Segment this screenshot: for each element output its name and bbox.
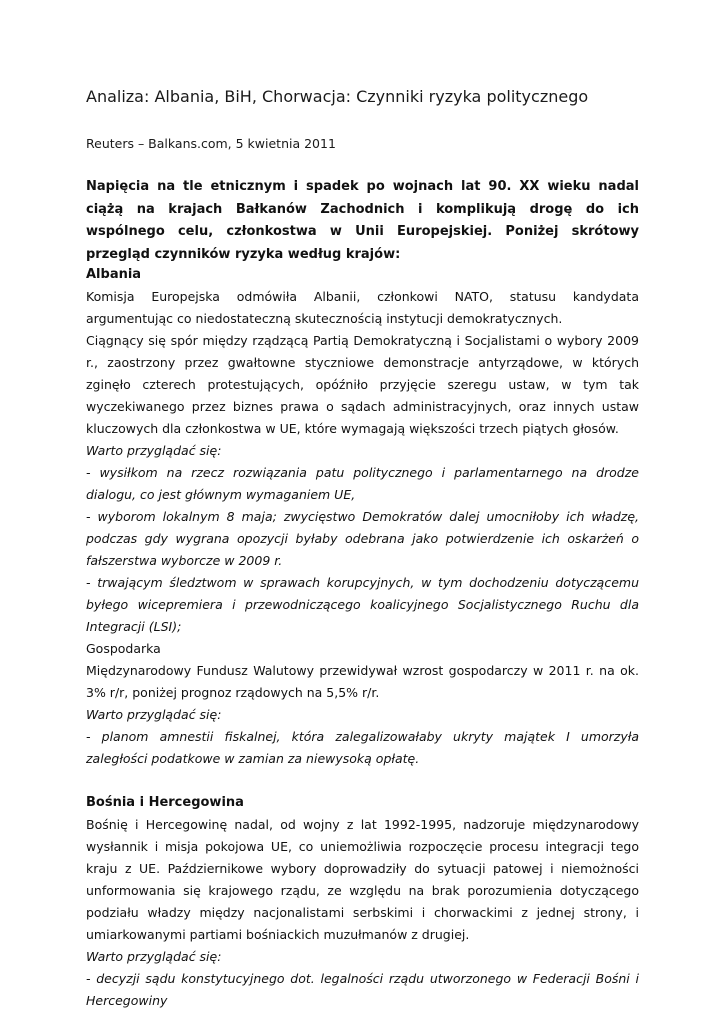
section-heading-albania: Albania bbox=[86, 267, 142, 282]
watch-item: - wysiłkom na rzecz rozwiązania patu politycznego i parlamentarnego na drodze dialogu, co jest głównym wymaganiem UE, bbox=[86, 465, 639, 502]
document-title: Analiza: Albania, BiH, Chorwacja: Czynniki ryzyka politycznego bbox=[86, 87, 589, 106]
paragraph: Bośnię i Hercegowinę nadal, od wojny z lat 1992-1995, nadzoruje międzynarodowy wysłannik i misja pokojowa UE, co uniemożliwia rozpoczęcie procesu integracji tego kraju z UE. Październikowe wybory doprowadziły do sytuacji patowej i niemożności unformowania się krajowego rządu, ze względu na brak porozumienia dotyczącego podziału władzy między nacjonalistami serbskimi i chorwackimi z jednej strony, i umiarkowanymi partiami bośniackich muzułmanów z drugiej. bbox=[86, 817, 639, 942]
watch-label: Warto przyglądać się: bbox=[86, 949, 222, 964]
document-body bbox=[86, 264, 639, 1012]
paragraph: Międzynarodowy Fundusz Walutowy przewidywał wzrost gospodarczy w 2011 r. na ok. 3% r/r, poniżej prognoz rządowych na 5,5% r/r. bbox=[86, 663, 639, 700]
watch-item: - planom amnestii fiskalnej, która zalegalizowałaby ukryty majątek I umorzyła zaległości podatkowe w zamian za niewysoką opłatę. bbox=[86, 729, 639, 766]
economy-label: Gospodarka bbox=[86, 641, 161, 656]
lead-paragraph: Napięcia na tle etnicznym i spadek po wojnach lat 90. XX wieku nadal ciążą na krajach Bałkanów Zachodnich i komplikują drogę do ich wspólnego celu, członkostwa w Unii Europejskiej. Poniżej skrótowy przegląd czynników ryzyka według krajów: bbox=[86, 179, 639, 262]
watch-label: Warto przyglądać się: bbox=[86, 707, 222, 722]
source-line: Reuters – Balkans.com, 5 kwietnia 2011 bbox=[86, 136, 336, 151]
watch-label: Warto przyglądać się: bbox=[86, 443, 222, 458]
section-albania bbox=[86, 264, 639, 770]
paragraph: Komisja Europejska odmówiła Albanii, członkowi NATO, statusu kandydata argumentując co niedostateczną skutecznością instytucji demokratycznych. bbox=[86, 289, 639, 326]
watch-item: - wyborom lokalnym 8 maja; zwycięstwo Demokratów dalej umocniłoby ich władzę, podczas gdy wygrana opozycji byłaby odebrana jako potwierdzenie ich oskarżeń o fałszerstwa wyborcze w 2009 r. bbox=[86, 509, 639, 568]
section-bih bbox=[86, 792, 639, 1012]
section-heading-bih: Bośnia i Hercegowina bbox=[86, 795, 244, 810]
watch-item: - trwającym śledztwom w sprawach korupcyjnych, w tym dochodzeniu dotyczącemu byłego wicepremiera i przewodniczącego koalicyjnego Socjalistycznego Ruchu dla Integracji (LSI); bbox=[86, 575, 639, 634]
paragraph: Ciągnący się spór między rządzącą Partią Demokratyczną i Socjalistami o wybory 2009 r., zaostrzony przez gwałtowne styczniowe demonstracje antyrządowe, w których zginęło czterech protestujących, opóźniło przyjęcie szeregu ustaw, w tym tak wyczekiwanego przez biznes prawa o sądach administracyjnych, oraz innych ustaw kluczowych dla członkostwa w UE, które wymagają większości trzech piątych głosów. bbox=[86, 333, 639, 436]
watch-item: - decyzji sądu konstytucyjnego dot. legalności rządu utworzonego w Federacji Bośni i Hercegowiny bbox=[86, 971, 639, 1008]
section-spacer bbox=[86, 770, 639, 792]
